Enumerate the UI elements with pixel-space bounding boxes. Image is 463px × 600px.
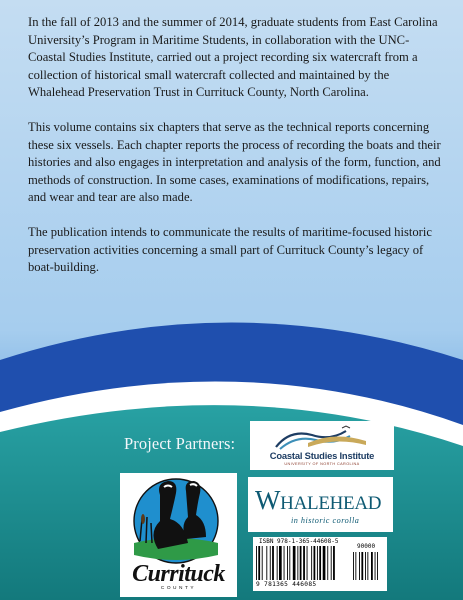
barcode-bar xyxy=(323,546,326,580)
isbn-label xyxy=(259,538,389,550)
barcode-bar xyxy=(331,546,332,580)
county-wordmark: COUNTY xyxy=(160,586,197,591)
addon-bar xyxy=(371,552,373,580)
whalehead-subtitle: in historic corolla xyxy=(291,516,360,525)
barcode-bar xyxy=(284,546,285,580)
barcode-bar xyxy=(287,546,288,580)
addon-bar xyxy=(377,552,378,580)
isbn-barcode xyxy=(253,537,387,591)
barcode-bar xyxy=(293,546,296,580)
wave-icon xyxy=(250,421,394,451)
paragraph-1: In the fall of 2013 and the summer of 2014, graduate students from East Carolina University’s Program in Maritime Students, in collaboration with the UNC-Coastal Studies Institute, carried out a project recording six watercraft from a collection of historical small watercraft collected and maintained by the Whalehead Preservation Trust in Currituck County, North Carolina. xyxy=(28,15,438,100)
barcode-bar xyxy=(279,546,282,580)
project-partners-label: Project Partners: xyxy=(124,434,236,453)
addon-bar xyxy=(361,552,363,580)
currituck-wordmark: Currituck xyxy=(132,561,225,587)
currituck-county-logo xyxy=(120,473,237,597)
addon-bar xyxy=(355,552,356,580)
price-code: 90000 xyxy=(357,543,376,550)
barcode-bar xyxy=(266,546,267,580)
barcode-bar xyxy=(333,546,335,580)
barcode-bar xyxy=(311,546,312,580)
coastal-subtitle: UNIVERSITY OF NORTH CAROLINA xyxy=(284,462,360,466)
barcode-bar xyxy=(317,546,318,580)
barcode-bar xyxy=(300,546,302,580)
barcode-bar xyxy=(314,546,316,580)
addon-bar xyxy=(365,552,366,580)
whalehead-logo xyxy=(248,477,393,532)
barcode-bar xyxy=(277,546,278,580)
paragraph-2: This volume contains six chapters that serve as the technical reports concerning these six vessels. Each chapter reports the process of recording the boats and their histories and also engages in interpretation and analysis of the form, function, and methods of construction. In some cases, examinations of modifications, repairs, and wear and tear are also made. xyxy=(28,119,441,205)
goose-icon xyxy=(120,473,237,569)
isbn-number: ISBN 978-1-365-44608-5 xyxy=(259,538,339,545)
addon-bar xyxy=(353,552,354,580)
barcode-bar xyxy=(256,546,257,580)
bird-icon xyxy=(342,426,350,428)
barcode-bar xyxy=(289,546,290,580)
barcode-bars xyxy=(253,546,387,580)
barcode-bar xyxy=(307,546,308,580)
coastal-studies-institute-logo xyxy=(250,421,394,470)
barcode-bar xyxy=(327,546,328,580)
paragraph-3: The publication intends to communicate the results of maritime-focused historic preservation activities concerning a small part of Currituck County’s legacy of boat-building. xyxy=(28,224,432,275)
barcode-bar xyxy=(297,546,298,580)
barcode-number: 9 781365 446085 xyxy=(256,581,317,588)
barcode-bar xyxy=(270,546,271,580)
barcode-bar xyxy=(272,546,274,580)
barcode-bar xyxy=(258,546,260,580)
barcode-bar xyxy=(319,546,321,580)
addon-bar xyxy=(375,552,376,580)
barcode-bar xyxy=(262,546,263,580)
cover-text xyxy=(28,14,446,294)
whalehead-wordmark: Whalehead xyxy=(255,485,382,515)
addon-bar xyxy=(359,552,360,580)
addon-bar xyxy=(367,552,368,580)
coastal-title: Coastal Studies Institute xyxy=(269,450,375,461)
barcode-bar xyxy=(303,546,305,580)
